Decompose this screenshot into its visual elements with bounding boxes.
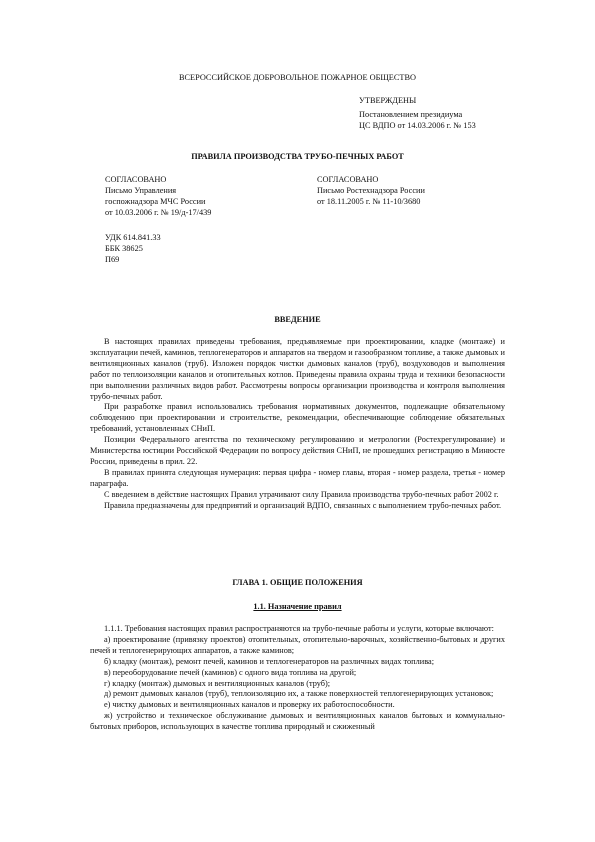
agreement-right bbox=[317, 175, 517, 208]
intro-paragraph: Позиции Федерального агентства по техническому регулированию и метрологии (Ростехрегулирование) и Министерства юстиции Российской Федерации по вопросу действия СНиП, не прошедших регистрацию в Минюсте России, приведены в прил. 22. bbox=[90, 435, 505, 466]
agreement-line: от 18.11.2005 г. № 11-10/3680 bbox=[317, 196, 421, 206]
agreement-line: госпожнадзора МЧС России bbox=[105, 196, 206, 206]
intro-heading: ВВЕДЕНИЕ bbox=[274, 315, 321, 324]
intro-paragraph: В правилах принята следующая нумерация: первая цифра - номер главы, вторая - номер раздела, третья - номер параграфа. bbox=[90, 467, 505, 488]
bbk-code: ББК 38625 bbox=[105, 243, 143, 253]
approval-line: ЦС ВДПО от 14.03.2006 г. № 153 bbox=[359, 120, 476, 130]
agreement-line: от 10.03.2006 г. № 19/д-17/439 bbox=[105, 207, 212, 217]
list-item: г) кладку (монтаж) дымовых и вентиляционных каналов (труб); bbox=[104, 678, 331, 688]
agreement-title: СОГЛАСОВАНО bbox=[317, 175, 379, 184]
agreement-title: СОГЛАСОВАНО bbox=[105, 175, 167, 184]
chapter-body bbox=[90, 624, 505, 733]
intro-paragraph: При разработке правил использовались требования нормативных документов, подлежащие обязательному соблюдению при проектировании и строительстве, рекомендации, обеспечивающие соблюдение обязательных требований, установленных СНиП. bbox=[90, 402, 505, 434]
list-item: д) ремонт дымовых каналов (труб), теплоизоляцию их, а также поверхностей теплогенерирующих установок; bbox=[104, 689, 494, 699]
chapter-heading: ГЛАВА 1. ОБЩИЕ ПОЛОЖЕНИЯ bbox=[232, 578, 363, 587]
section-heading-wrap bbox=[0, 602, 595, 613]
approval-title: УТВЕРЖДЕНЫ bbox=[359, 96, 417, 105]
section-heading: 1.1. Назначение правил bbox=[253, 602, 342, 611]
agreement-left bbox=[105, 175, 295, 219]
organization-title: ВСЕРОССИЙСКОЕ ДОБРОВОЛЬНОЕ ПОЖАРНОЕ ОБЩЕСТВО bbox=[178, 73, 416, 82]
classification-codes bbox=[105, 233, 255, 266]
document-title: ПРАВИЛА ПРОИЗВОДСТВА ТРУБО-ПЕЧНЫХ РАБОТ bbox=[191, 152, 404, 161]
approval-line: Постановлением президиума bbox=[359, 109, 463, 119]
agreement-line: Письмо Управления bbox=[105, 185, 177, 195]
intro-paragraph: В настоящих правилах приведены требования, предъявляемые при проектировании, кладке (монтаже) и эксплуатации печей, каминов, теплогенераторов и аппаратов на твердом и газообразном топливе, а также дымовых и вентиляционных каналов (труб). Изложен порядок чистки дымовых каналов (труб), воздуховодов и выполнения работ по теплоизоляции каналов и отопительных котлов. Приведены правила охраны труда и техники безопасности при выполнении различных видов работ. Рассмотрены вопросы организации производства и контроля выполнения трубо-печных работ. bbox=[90, 337, 505, 401]
intro-paragraph: С введением в действие настоящих Правил утрачивают силу Правила производства трубо-печных работ 2002 г. bbox=[104, 489, 499, 499]
list-item: а) проектирование (привязку проектов) отопительных, отопительно-варочных, хозяйственно-бытовых и других печей и теплогенерирующих аппаратов, а также каминов; bbox=[90, 634, 505, 655]
list-item: б) кладку (монтаж), ремонт печей, каминов и теплогенераторов на различных видах топлива; bbox=[104, 656, 434, 666]
chapter-lead: 1.1.1. Требования настоящих правил распространяются на трубо-печные работы и услуги, которые включают: bbox=[104, 624, 494, 633]
author-code: П69 bbox=[105, 254, 120, 264]
list-item: в) переоборудование печей (каминов) с одного вида топлива на другой; bbox=[104, 667, 357, 677]
agreement-line: Письмо Ростехнадзора России bbox=[317, 185, 425, 195]
approval-block bbox=[359, 96, 559, 132]
intro-paragraph: Правила предназначены для предприятий и организаций ВДПО, связанных с выполнением трубо-печных работ. bbox=[104, 500, 502, 510]
intro-body bbox=[90, 337, 505, 512]
list-item: е) чистку дымовых и вентиляционных каналов и проверку их работоспособности. bbox=[104, 700, 395, 710]
udc-code: УДК 614.841.33 bbox=[105, 233, 161, 242]
list-item: ж) устройство и техническое обслуживание дымовых и вентиляционных каналов бытовых и коммунально-бытовых приборов, использующих в качестве топлива природный и сжиженный bbox=[90, 711, 505, 732]
